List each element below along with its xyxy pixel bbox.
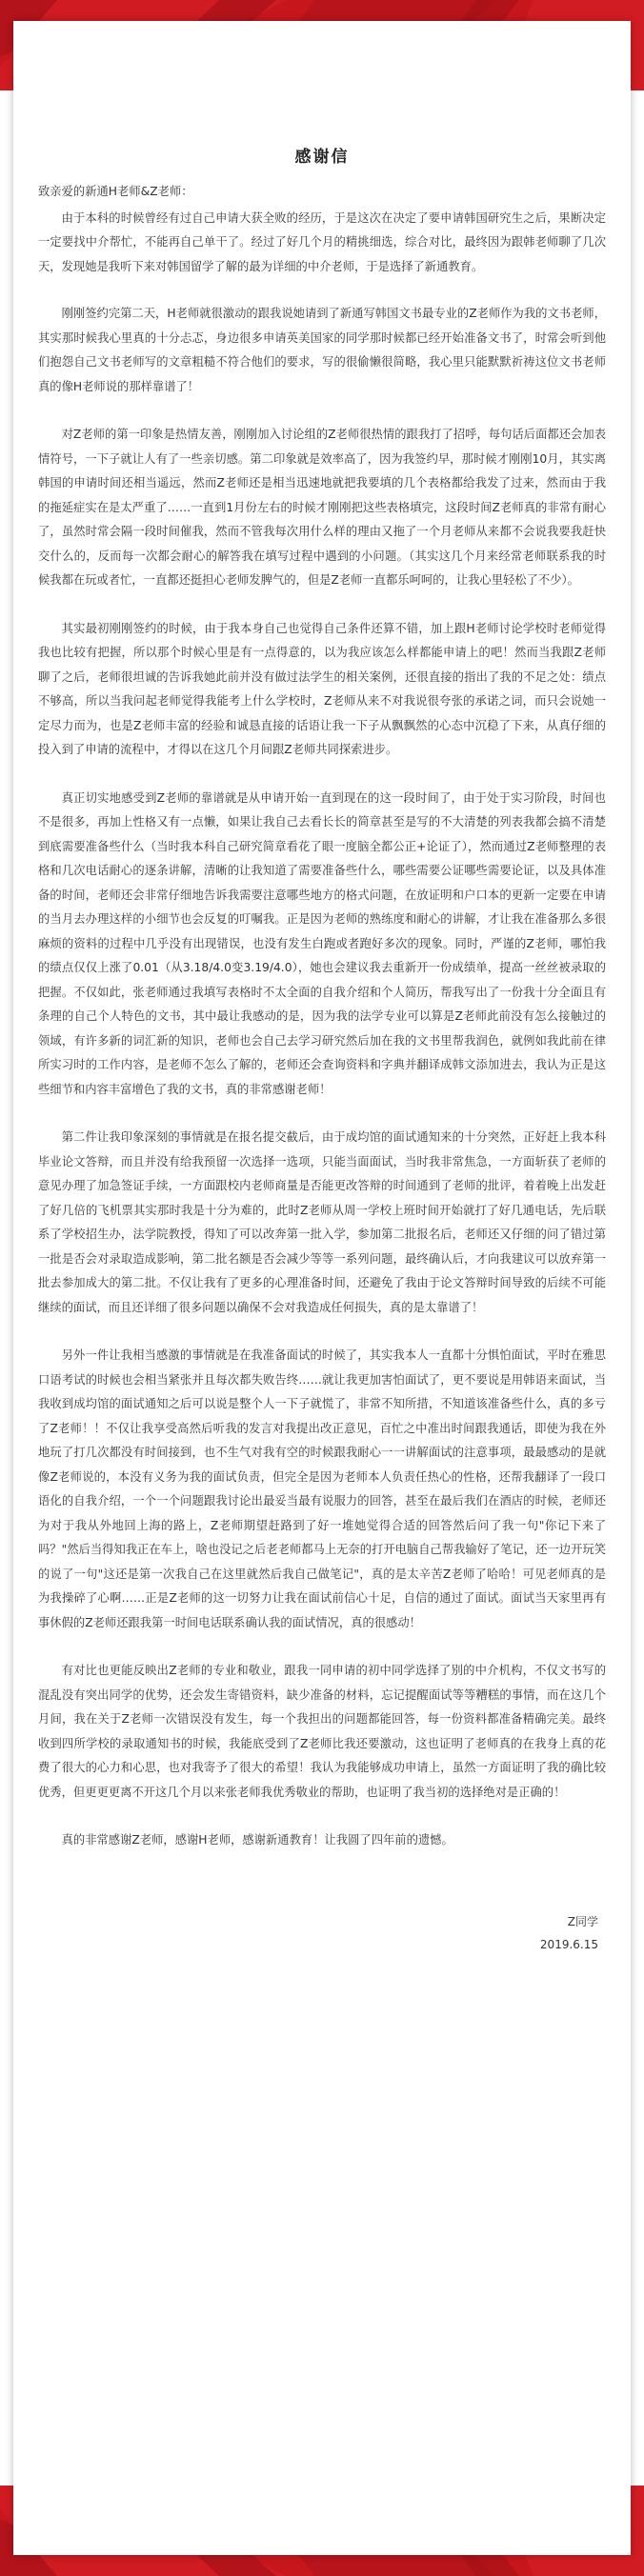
letter-title: 感谢信 bbox=[294, 148, 350, 167]
letter-paragraph-9: 真的非常感谢Z老师，感谢H老师，感谢新通教育！让我圆了四年前的遗憾。 bbox=[61, 1833, 453, 1847]
letter-paragraph-5: 真正切实地感受到Z老师的靠谱就是从申请开始一直到现在的这一段时间了，由于处于实习阶段，时间也不是很多，再加上性格又有一点懒，如果让我自己去看长长的简章甚至是写的不大清楚的列表我都会搞不清楚到底需要准备些什么（当时我本科自己研究简章看花了眼一度脑全都公正+论证了），然而通过Z老师整理的表格和几次电话耐心的逐条讲解，清晰的让我知道了需要准备些什么，哪些需要公证哪些需要论证，以及具体准备的时间，老师还会非常仔细地告诉我需要注意哪些地方的格式问题，在放证明和户口本的更新一定要在申请的当月去办理这样的小细节也会反复的叮嘱我。正是因为老师的熟练度和耐心的讲解，才让我在准备那么多很麻烦的资料的过程中几乎没有出现错误，也没有发生白跑或者跑好多次的现象。同时，严谨的Z老师，哪怕我的绩点仅仅上涨了0.01（从3.18/4.0变3.19/4.0），她也会建议我去重新开一份成绩单，提高一丝丝被录取的把握。不仅如此，张老师通过我填写表格时不太全面的自我介绍和个人简历，帮我写出了一份我十分全面且有条理的自己个人特色的文书，其中最让我感动的是，因为我的法学专业可以算是Z老师此前没有怎么接触过的领域，有许多新的词汇新的知识，老师也会自己去学习研究然后加在我的文书里帮我润色，就例如我此前在律所实习时的工作内容，是老师不怎么了解的，老师还会查询资料和字典并翻译成韩文添加进去，我认为正是这些细节和内容丰富增色了我的文书，真的非常感谢老师！ bbox=[38, 790, 606, 1096]
letter-paragraph-1: 由于本科的时候曾经有过自己申请大获全败的经历，于是这次在决定了要申请韩国研究生之后，果断决定一定要找中介帮忙，不能再自己单干了。经过了好几个月的精挑细选，综合对比，最终因为跟韩老师聊了几次天，发现她是我听下来对韩国留学了解的最为详细的中介老师，于是选择了新通教育。 bbox=[38, 210, 606, 273]
letter-paragraph-8: 有对比也更能反映出Z老师的专业和敬业，跟我一同申请的初中同学选择了别的中介机构，不仅文书写的混乱没有突出同学的优势，还会发生寄错资料，缺少准备的材料，忘记提醒面试等等糟糕的事情，而在这几个月间，我在关于Z老师一次错误没有发生，每一个我担出的问题都能回答，每一份资料都准备精确完美。最终收到四所学校的录取通知书的时候，我能底受到了Z老师比我还要激动，这也证明了老师真的在我身上真的花费了很大的心力和心思，也对我寄予了很大的希望！我认为我能够成功申请上，虽然一方面证明了我的确比较优秀，但更更更离不开这几个月以来张老师我优秀敬业的帮助，也证明了我当初的选择绝对是正确的！ bbox=[38, 1664, 606, 1799]
letter-paragraph-4: 其实最初刚刚签约的时候，由于我本身自己也觉得自己条件还算不错，加上跟H老师讨论学校时老师觉得我也比较有把握，所以那个时候心里是有一点得意的，以为我应该怎么样都能申请上的吧！然而当我跟Z老师聊了之后，老师很坦诚的告诉我她此前并没有做过法学生的相关案例，还很直接的指出了我的不足之处：绩点不够高，所以当我问起老师觉得我能考上什么学校时，Z老师从来不对我说很夸张的承诺之词，而只会说她一定尽力而为，也是Z老师丰富的经验和诚恳直接的话语让我一下子从飘飘然的心态中沉稳了下来，从真仔细的投入到了申请的流程中，才得以在这几个月间跟Z老师共同探索进步。 bbox=[38, 621, 606, 756]
letter-signature bbox=[38, 1910, 606, 1956]
signature-date: 2019.6.15 bbox=[539, 1937, 598, 1951]
signature-name: Z同学 bbox=[567, 1914, 598, 1928]
letter-greeting: 致亲爱的新通H老师&Z老师： bbox=[38, 185, 193, 198]
letter-paragraph-2: 刚刚签约完第二天，H老师就很激动的跟我说她请到了新通写韩国文书最专业的Z老师作为我的文书老师，其实那时候我心里真的十分忐忑，身边很多申请英美国家的同学那时候都已经开始准备文书了，时常会听到他们抱怨自己文书老师写的文章粗糙不符合他们的要求，写的很偷懒很简略，我心里只能默默祈祷这位文书老师真的像H老师说的那样靠谱了！ bbox=[38, 307, 606, 393]
letter-paragraph-6: 第二件让我印象深刻的事情就是在报名提交截后，由于成均馆的面试通知来的十分突然，正好赶上我本科毕业论文答辩，而且并没有给我预留一次选择一选项，只能当面面试，当时我非常焦急，一方面斩获了老师的意见办理了加急签证手续，一方面跟校内老师商量是否能更改答辩的时间通到了老师的批评，着着晚上出发赶了好几倍的飞机票其实那时我是十分为难的，此时Z老师从周一学校上班时间开始就打了好几通电话，先后联系了学校招生办，法学院教授，得知了可以改奔第一批入学，参加第二批报名后，老师还又仔细的问了错过第一批是否会对录取造成影响，第二批名额是否会减少等等一系列问题，最终确认后，才向我建议可以放弃第一批去参加成大的第二批。不仅让我有了更多的心理准备时间，还避免了我由于论文答辩时间导致的后续不可能继续的面试，而且还详细了很多问题以确保不会对我造成任何损失，真的是太靠谱了！ bbox=[38, 1130, 606, 1314]
letter-paper bbox=[13, 21, 631, 2555]
letter-paragraph-7: 另外一件让我相当感激的事情就是在我准备面试的时候了，其实我本人一直都十分惧怕面试，平时在雅思口语考试的时候也会相当紧张并且每次都失败告终……就让我更加害怕面试了，更不要说是用韩语来面试，当我收到成均馆的面试通知之后可以说是整个人一下子就慌了，非常不知所措，不知道该准备些什么，真的多亏了Z老师！！不仅让我享受高然后听我的发言对我提出改正意见，百忙之中准出时间跟我通话，即使为我在外地玩了打几次都没有时间接到，也不生气对我有空的时候跟我耐心一一讲解面试的注意事项，最最感动的是就像Z老师说的，本没有义务为我的面试负责，但完全是因为老师本人负责任热心的性格，还帮我翻译了一段口语化的自我介绍，一个一个问题跟我讨论出最妥当最有说服力的回答，甚至在最后我们在酒店的时候，老师还为对于我从外地回上海的路上，Z老师期望赶路到了好一堆她觉得合适的回答然后问了我一句"你记下来了吗？"然后当得知我正在车上，啥也没记之后老老师都马上无奈的打开电脑自己帮我输好了笔记，还一边开玩笑的说了一句"这还是第一次我自己在这里就然后我自己做笔记"，真的是太辛苦Z老师了哈哈！可见老师真的是为我操碎了心啊……正是Z老师的这一切努力让我在面试前信心十足，自信的通过了面试。面试当天家里再有事休假的Z老师还跟我第一时间电话联系确认我的面试情况，真的很感动！ bbox=[38, 1348, 606, 1629]
letter-paragraph-3: 对Z老师的第一印象是热情友善，刚刚加入讨论组的Z老师很热情的跟我打了招呼，每句话后面都还会加表情符号，一下子就让人有了一些亲切感。第二印象就是效率高了，因为我签约早，那时候才刚刚10月，其实离韩国的申请时间还相当遥远，然而Z老师还是相当迅速地就把我要填的几个表格都给我发了过来，然而由于我的拖延症实在是太严重了……一直到1月份左右的时候才刚刚把这些表格填完，这段时间Z老师真的非常有耐心了，虽然时常会隔一段时间催我，然而不管我每次用什么样的理由又拖了一个月老师从来都不会说我要我赶快交什么的，反而每一次都会耐心的解答我在填写过程中遇到的小问题。（其实这几个月来经常老师联系我的时候我都在玩或者忙，一直都还挺担心老师发脾气的，但是Z老师一直都乐呵呵的，让我心里轻松了不少）。 bbox=[38, 428, 606, 587]
